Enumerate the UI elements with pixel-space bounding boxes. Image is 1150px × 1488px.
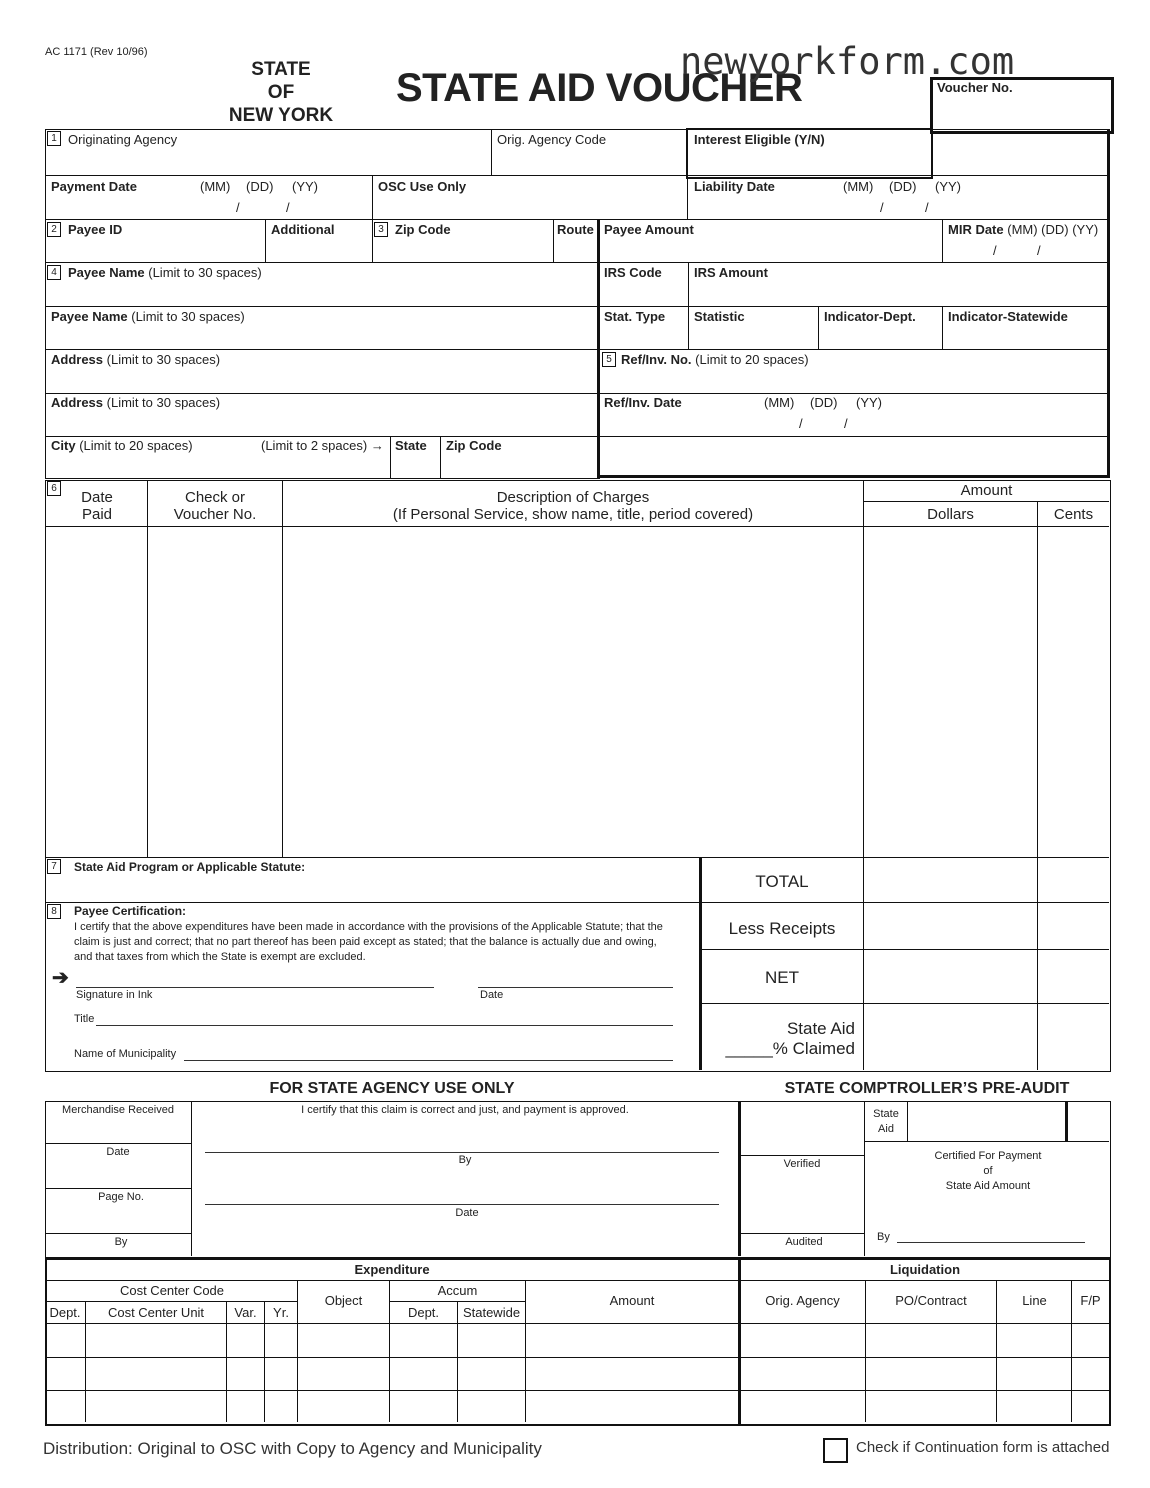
grid-line xyxy=(996,1280,997,1422)
agency-by-label: By xyxy=(114,1236,128,1248)
grid-line xyxy=(865,1280,866,1422)
address-text: Address xyxy=(51,395,104,410)
dept-header: Dept. xyxy=(49,1305,81,1320)
grid-line xyxy=(687,175,688,219)
cents-header: Cents xyxy=(1053,506,1094,523)
grid-line xyxy=(389,1280,390,1422)
grid-line xyxy=(1107,129,1110,478)
liability-date-label: Liability Date xyxy=(694,179,775,194)
city-text: City xyxy=(51,438,76,453)
grid-line xyxy=(390,436,391,478)
grid-line xyxy=(863,501,1109,502)
grid-line xyxy=(45,129,1109,130)
preaudit-by-label: By xyxy=(877,1231,890,1243)
title-line[interactable] xyxy=(96,1025,673,1026)
payee-amount-label: Payee Amount xyxy=(604,222,694,237)
grid-line xyxy=(597,475,1110,478)
merchandise-received-label: Merchandise Received xyxy=(62,1104,174,1116)
continuation-checkbox[interactable] xyxy=(823,1438,848,1463)
signature-label: Signature in Ink xyxy=(76,989,153,1001)
limit-2-label: (Limit to 2 spaces) → xyxy=(261,438,384,453)
state-label: State xyxy=(395,438,427,453)
grid-line xyxy=(1065,1101,1068,1142)
agency-date-label: Date xyxy=(106,1146,130,1158)
cost-center-code-header: Cost Center Code xyxy=(119,1283,225,1298)
ref-date-dd: (DD) xyxy=(810,395,838,410)
preaudit-by-line[interactable] xyxy=(897,1242,1085,1243)
limit-text: (Limit to 30 spaces) xyxy=(106,352,221,367)
liability-date-dd: (DD) xyxy=(889,179,917,194)
certified-payment-label xyxy=(866,1149,1110,1194)
liquidation-heading: Liquidation xyxy=(889,1262,961,1277)
grid-line xyxy=(45,436,1109,437)
charges-entry-area[interactable] xyxy=(47,528,1107,856)
route-label: Route xyxy=(557,222,594,237)
mir-date-label xyxy=(948,222,1098,237)
statistic-label: Statistic xyxy=(694,309,745,324)
arrow-icon: ➔ xyxy=(52,967,69,989)
dollars-header: Dollars xyxy=(927,506,974,523)
description-line-1: Description of Charges xyxy=(496,489,650,506)
accum-dept-header: Dept. xyxy=(407,1305,440,1320)
audited-label: Audited xyxy=(785,1236,823,1248)
payment-date-dd: (DD) xyxy=(246,179,274,194)
payee-certification-label: Payee Certification: xyxy=(74,904,187,918)
payment-date-yy: (YY) xyxy=(292,179,318,194)
ref-date-mm: (MM) xyxy=(764,395,795,410)
cert-date-line[interactable] xyxy=(478,987,673,988)
voucher-no-label: Voucher No. xyxy=(937,80,1013,95)
description-line-2: (If Personal Service, show name, title, period covered) xyxy=(392,506,754,523)
watermark: newyorkform.com xyxy=(680,40,1015,83)
slash: / xyxy=(925,200,929,215)
slash: / xyxy=(1037,243,1041,258)
grid-line xyxy=(942,219,943,262)
section-number-3: 3 xyxy=(374,222,388,237)
cert-date-label: Date xyxy=(480,989,504,1001)
grid-line xyxy=(226,1301,227,1422)
certified-line-2: of xyxy=(983,1165,993,1177)
fp-header: F/P xyxy=(1080,1293,1101,1308)
ref-inv-no-text: Ref/Inv. No. xyxy=(621,352,692,367)
grid-line xyxy=(818,306,819,349)
payee-id-label: Payee ID xyxy=(68,222,123,237)
payee-name-label-2 xyxy=(51,309,245,324)
approval-date-label: Date xyxy=(455,1207,479,1219)
stat-type-label: Stat. Type xyxy=(604,309,666,324)
grid-line xyxy=(45,478,600,479)
form-id: AC 1171 (Rev 10/96) xyxy=(45,46,148,58)
approval-text: I certify that this claim is correct and just, and payment is approved. xyxy=(301,1104,629,1116)
line-header: Line xyxy=(1022,1293,1047,1308)
approval-date-line[interactable] xyxy=(205,1204,719,1205)
grid-line xyxy=(699,949,1109,950)
section-number-2: 2 xyxy=(47,222,61,237)
grid-line xyxy=(45,349,1109,350)
mir-date-text: MIR Date xyxy=(948,222,1004,237)
grid-line xyxy=(45,1233,191,1234)
grid-line xyxy=(45,857,1109,858)
payment-date-mm: (MM) xyxy=(200,179,231,194)
po-contract-header: PO/Contract xyxy=(895,1293,967,1308)
grid-line xyxy=(1071,1280,1072,1422)
section-number-8: 8 xyxy=(47,904,61,919)
address-label-1 xyxy=(51,352,220,367)
city-label xyxy=(51,438,193,453)
section-number-7: 7 xyxy=(47,859,61,874)
grid-line xyxy=(45,1280,1109,1281)
table-row[interactable] xyxy=(45,1390,1109,1391)
date-paid-line-2: Paid xyxy=(81,506,113,523)
grid-line xyxy=(45,393,1109,394)
grid-line xyxy=(45,219,1109,220)
payee-name-text: Payee Name xyxy=(51,309,128,324)
page-no-label: Page No. xyxy=(98,1191,144,1203)
state-aid-small-label xyxy=(865,1107,907,1137)
grid-line xyxy=(491,129,492,175)
slash: / xyxy=(799,416,803,431)
limit-text: (Limit to 30 spaces) xyxy=(148,265,262,280)
grid-line xyxy=(45,262,1109,263)
state-aid-small-2: Aid xyxy=(878,1123,894,1135)
state-aid-small-1: State xyxy=(873,1108,899,1120)
grid-line xyxy=(525,1280,526,1422)
limit-text: (Limit to 20 spaces) xyxy=(695,352,809,367)
state-line-3: NEW YORK xyxy=(228,105,334,126)
page-title: STATE AID VOUCHER xyxy=(396,66,803,110)
grid-line xyxy=(45,1143,191,1144)
grid-line xyxy=(907,1101,908,1142)
approval-by-label: By xyxy=(458,1154,472,1166)
additional-label: Additional xyxy=(271,222,335,237)
indicator-statewide-label: Indicator-Statewide xyxy=(948,309,1068,324)
state-of-new-york xyxy=(220,58,342,127)
statewide-header: Statewide xyxy=(462,1305,521,1320)
address-label-2 xyxy=(51,395,220,410)
indicator-dept-label: Indicator-Dept. xyxy=(824,309,916,324)
limit-text: (Limit to 30 spaces) xyxy=(106,395,221,410)
municipality-label: Name of Municipality xyxy=(74,1048,177,1060)
ref-date-yy: (YY) xyxy=(856,395,882,410)
grid-line xyxy=(45,902,1109,903)
grid-line xyxy=(45,306,1109,307)
section-number-1: 1 xyxy=(47,131,61,146)
liability-date-yy: (YY) xyxy=(935,179,961,194)
grid-line xyxy=(699,1003,1109,1004)
date-paid-header xyxy=(47,489,147,523)
distribution-text: Distribution: Original to OSC with Copy to Agency and Municipality xyxy=(43,1439,542,1458)
table-row[interactable] xyxy=(45,1323,1109,1324)
limit-text: (Limit to 20 spaces) xyxy=(79,438,193,453)
state-aid-line-2: _____% Claimed xyxy=(725,1039,855,1058)
limit-text: (Limit to 30 spaces) xyxy=(131,309,245,324)
payee-name-text: Payee Name xyxy=(68,265,145,280)
slash: / xyxy=(236,200,240,215)
grid-line xyxy=(45,129,46,478)
expenditure-heading: Expenditure xyxy=(354,1262,430,1277)
originating-agency-label: Originating Agency xyxy=(68,132,178,147)
certified-line-1: Certified For Payment xyxy=(934,1150,1042,1162)
grid-line xyxy=(440,436,441,478)
description-header xyxy=(283,489,863,523)
grid-line xyxy=(85,1301,86,1422)
irs-code-label: IRS Code xyxy=(604,265,662,280)
certification-text xyxy=(74,920,694,965)
address-text: Address xyxy=(51,352,104,367)
slash: / xyxy=(993,243,997,258)
section-number-6: 6 xyxy=(47,481,61,496)
orig-agency-header: Orig. Agency xyxy=(765,1293,840,1308)
check-line-2: Voucher No. xyxy=(173,506,257,523)
state-aid-line-1: State Aid xyxy=(786,1019,855,1038)
certification-line-2: claim is just and correct; that no part thereof has been paid except as stated; that the balance is actually due and owing, xyxy=(74,936,657,948)
ref-inv-no-label xyxy=(621,352,809,367)
verified-label: Verified xyxy=(783,1158,821,1170)
amount-header: Amount xyxy=(960,482,1013,499)
grid-line xyxy=(738,1258,741,1424)
state-aid-claimed-label xyxy=(702,1019,855,1059)
preaudit-heading: STATE COMPTROLLER’S PRE-AUDIT xyxy=(784,1080,1070,1097)
grid-line xyxy=(738,1155,865,1156)
agency-use-heading: FOR STATE AGENCY USE ONLY xyxy=(269,1080,515,1097)
ref-inv-date-label: Ref/Inv. Date xyxy=(604,395,682,410)
grid-line xyxy=(942,306,943,349)
title-label: Title xyxy=(74,1013,95,1025)
interest-eligible-label: Interest Eligible (Y/N) xyxy=(694,132,825,147)
grid-line xyxy=(265,219,266,262)
irs-amount-label: IRS Amount xyxy=(694,265,768,280)
state-aid-program-label: State Aid Program or Applicable Statute: xyxy=(74,860,306,874)
grid-line xyxy=(297,1280,298,1422)
grid-line xyxy=(553,219,554,262)
certification-line-1: I certify that the above expenditures have been made in accordance with the provisions of the Applicable Statute; that the xyxy=(74,921,663,933)
slash: / xyxy=(286,200,290,215)
section-number-4: 4 xyxy=(47,265,61,280)
payment-date-label: Payment Date xyxy=(51,179,137,194)
date-paid-line-1: Date xyxy=(81,489,113,506)
grid-line xyxy=(45,1188,191,1189)
slash: / xyxy=(844,416,848,431)
slash: / xyxy=(880,200,884,215)
state-line-1: STATE xyxy=(251,59,311,80)
grid-line xyxy=(191,1101,192,1256)
grid-line xyxy=(864,1141,1109,1142)
grid-line xyxy=(45,526,1109,527)
certification-line-3: and that taxes from which the State is exempt are excluded. xyxy=(74,951,366,963)
signature-line[interactable] xyxy=(76,987,434,988)
table-row[interactable] xyxy=(45,1357,1109,1358)
check-line-1: Check or xyxy=(184,489,246,506)
payee-name-label-1 xyxy=(68,265,262,280)
grid-line xyxy=(457,1301,458,1422)
less-receipts-label: Less Receipts xyxy=(728,919,836,938)
state-line-2: OF xyxy=(267,82,295,103)
yr-header: Yr. xyxy=(273,1305,289,1320)
total-label: TOTAL xyxy=(755,872,809,891)
liability-date-mm: (MM) xyxy=(843,179,874,194)
section-number-5: 5 xyxy=(602,352,616,367)
approval-by-line[interactable] xyxy=(205,1152,719,1153)
mir-date-format: (MM) (DD) (YY) xyxy=(1007,222,1099,237)
var-header: Var. xyxy=(234,1305,257,1320)
grid-line xyxy=(45,1301,297,1302)
municipality-line[interactable] xyxy=(184,1060,673,1061)
net-label: NET xyxy=(765,968,799,987)
certified-line-3: State Aid Amount xyxy=(945,1180,1031,1192)
grid-line xyxy=(45,175,1109,176)
grid-line xyxy=(931,129,932,175)
cost-center-unit-header: Cost Center Unit xyxy=(107,1305,205,1320)
grid-line xyxy=(264,1301,265,1422)
object-header: Object xyxy=(324,1293,363,1308)
zip-code-label-2: Zip Code xyxy=(446,438,502,453)
grid-line xyxy=(738,1233,865,1234)
orig-agency-code-label: Orig. Agency Code xyxy=(497,132,607,147)
accum-header: Accum xyxy=(437,1283,478,1298)
zip-code-label: Zip Code xyxy=(395,222,451,237)
osc-use-only-label: OSC Use Only xyxy=(378,179,467,194)
check-voucher-header xyxy=(148,489,282,523)
continuation-label: Check if Continuation form is attached xyxy=(856,1439,1110,1456)
amount-col-header: Amount xyxy=(609,1293,655,1308)
